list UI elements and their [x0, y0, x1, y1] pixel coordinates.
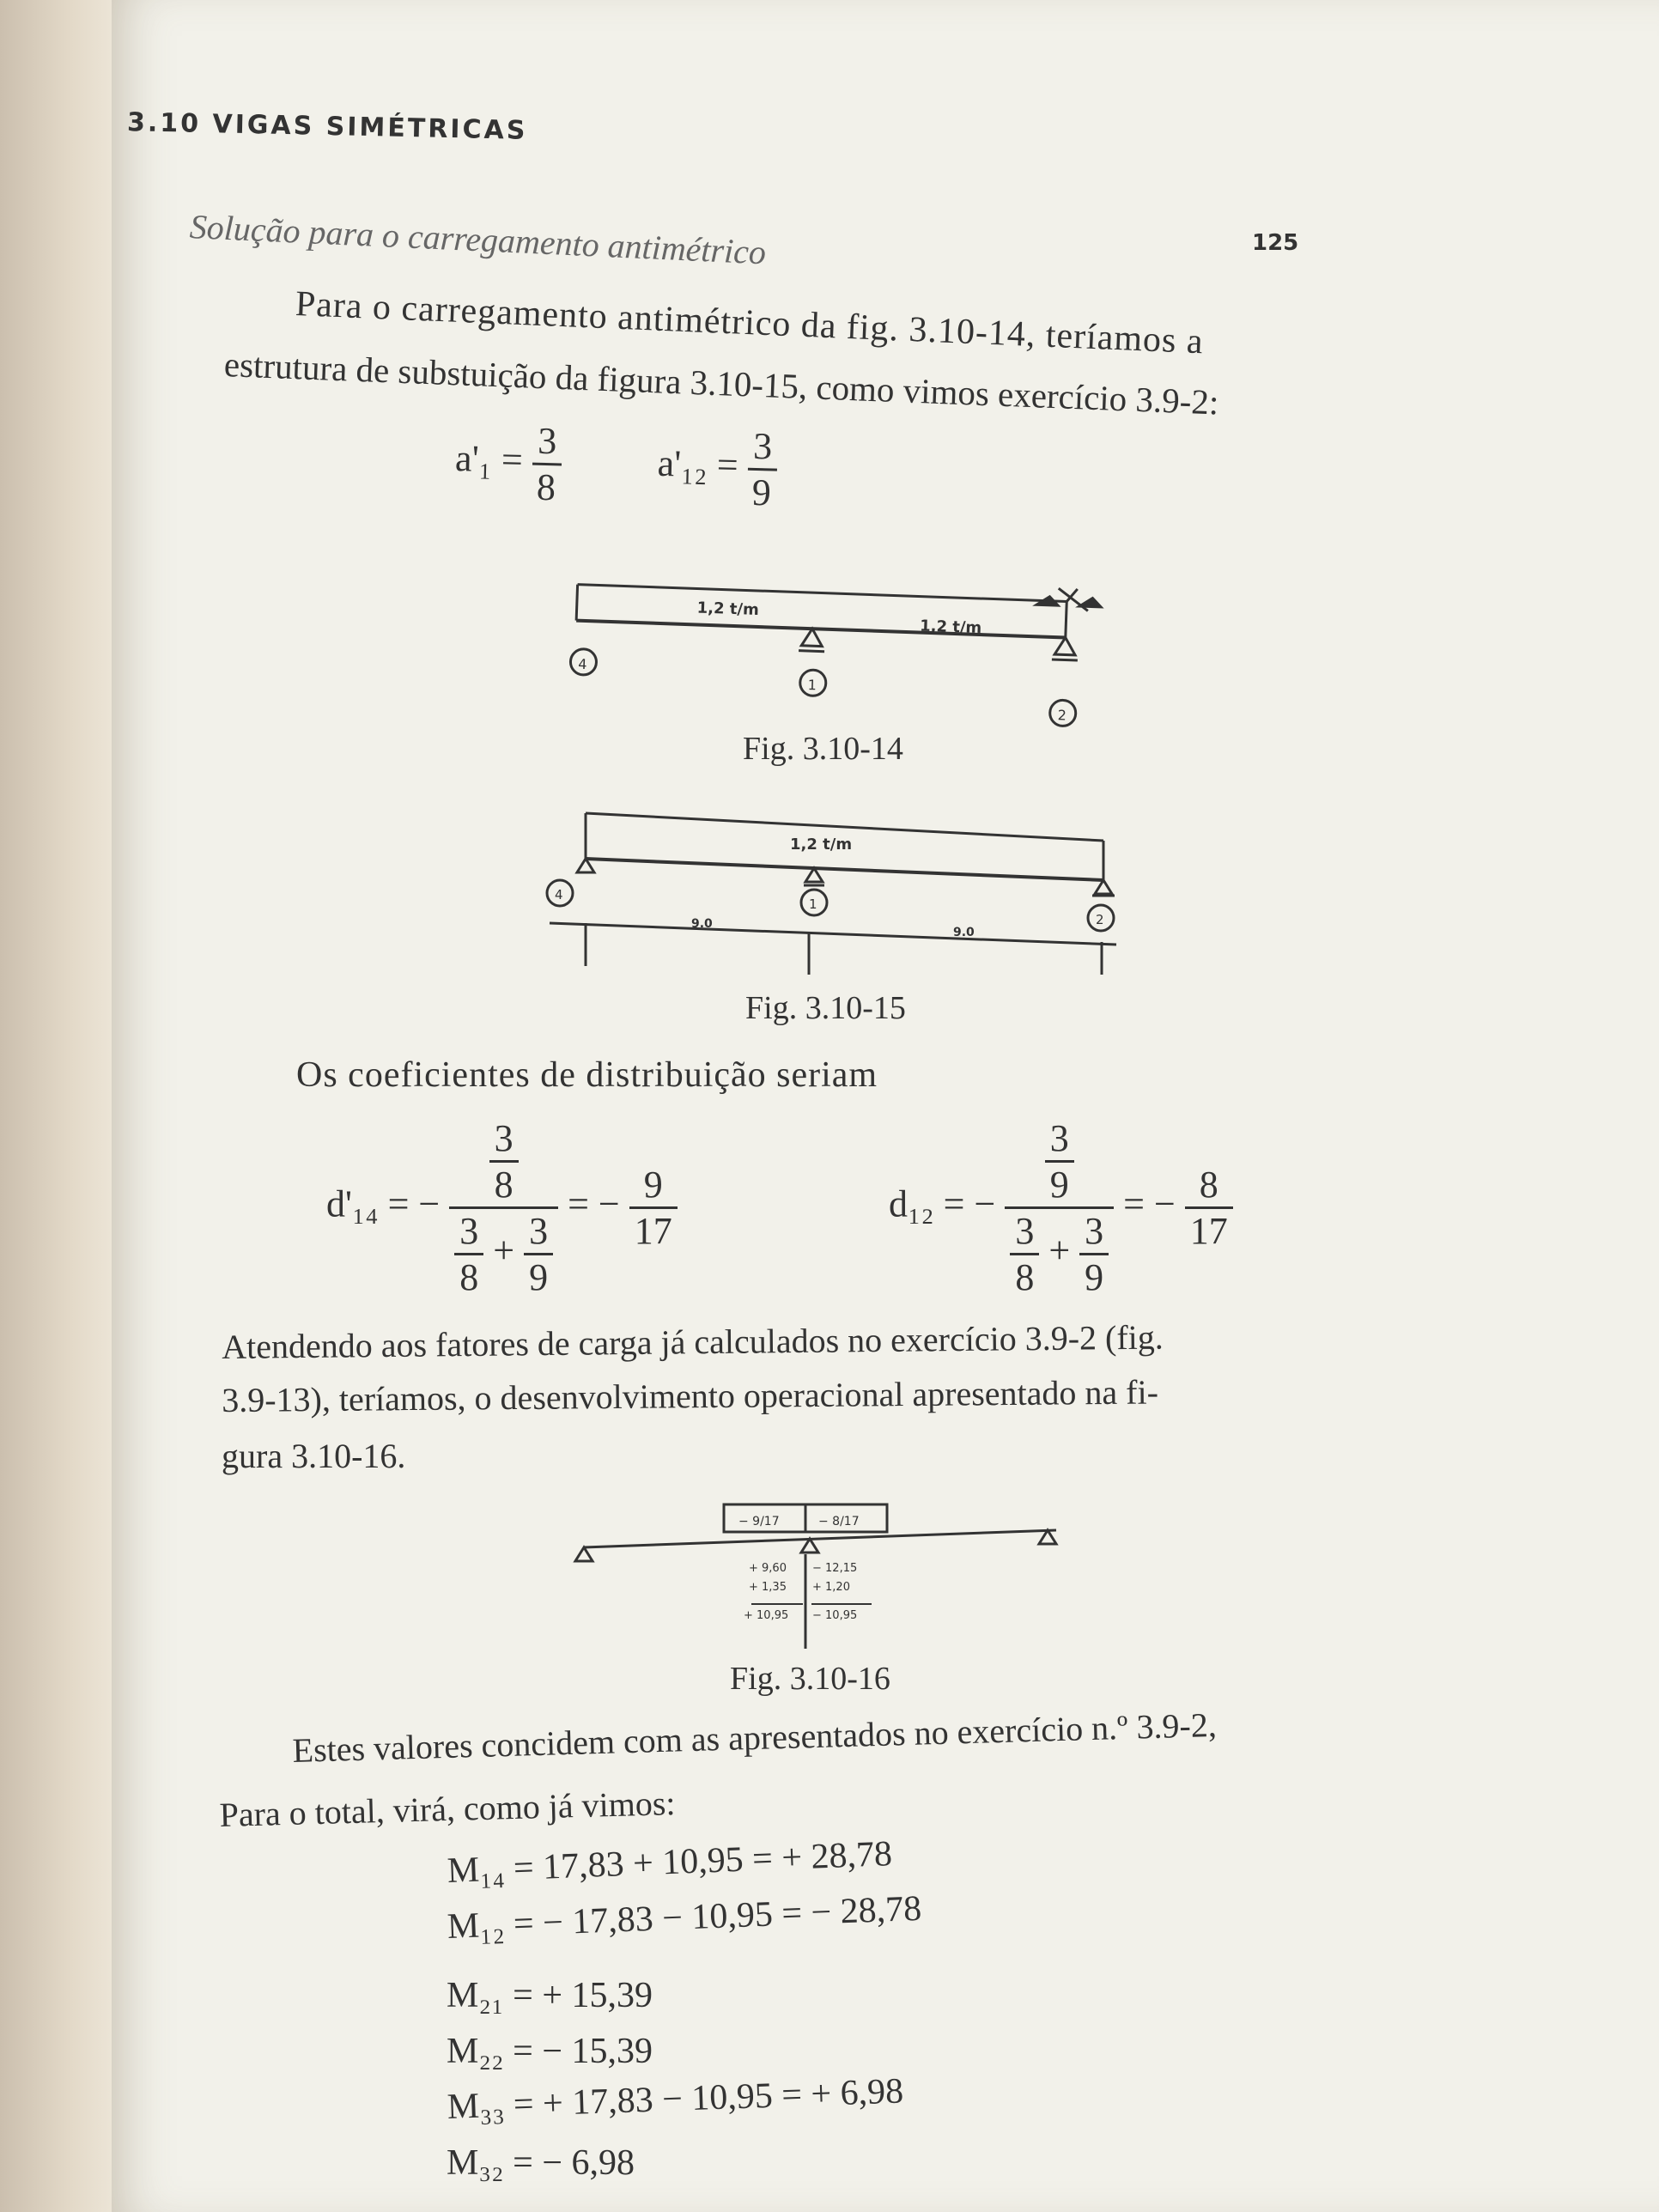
figure-caption: Fig. 3.10-14: [743, 731, 903, 767]
equation-term: d₁₂ = −: [889, 1182, 996, 1225]
moment-value: + 9,60: [749, 1562, 787, 1575]
node-label: 4: [555, 887, 563, 902]
paragraph-line: 3.9-13), teríamos, o desenvolvimento operacional apresentado na fi-: [222, 1372, 1159, 1419]
figure-caption: Fig. 3.10-15: [745, 990, 906, 1026]
coefficient-label: − 8/17: [818, 1515, 860, 1528]
paragraph-line: Estes valores concidem com as apresentados no exercício n.º 3.9-2,: [292, 1705, 1218, 1770]
figure-3-10-14: [550, 575, 1116, 738]
span-label: 9.0: [953, 926, 975, 939]
paragraph-line: Os coeficientes de distribuição seriam: [296, 1055, 878, 1095]
section-subtitle: Solução para o carregamento antimétrico: [188, 206, 768, 272]
fraction: $\frac{8}{17}$: [1185, 1163, 1233, 1253]
load-label: 1,2 t/m: [919, 617, 982, 638]
node-label: 1: [807, 677, 817, 694]
paragraph-line: Para o carregamento antimétrico da fig. 3.10-14, teríamos a: [295, 283, 1205, 362]
load-label: 1,2 t/m: [696, 599, 760, 620]
equation-a-coefficients: a'₁ = $\frac{3}{8}$ a'₁₂ = $\frac{3}{9}$: [454, 416, 778, 514]
equation-term: d'₁₄ = −: [326, 1182, 441, 1225]
moment-equation: M₃₂ = − 6,98: [447, 2143, 635, 2183]
node-label: 2: [1057, 707, 1067, 724]
moment-value: + 10,95: [744, 1609, 789, 1622]
moment-value: − 12,15: [812, 1562, 858, 1575]
compound-fraction: $\frac{3}{8}$ $\frac{3}{8}$ + $\frac{3}{9}$: [449, 1116, 558, 1299]
figure-3-10-16: [567, 1494, 1082, 1657]
node-label: 4: [578, 655, 587, 673]
book-spine-shadow: [0, 0, 129, 2212]
figure-3-10-15: [532, 803, 1133, 975]
page-number: 125: [1252, 230, 1299, 256]
moment-equation: M₂₂ = − 15,39: [447, 2032, 653, 2071]
moment-equation: M₁₄ = 17,83 + 10,95 = + 28,78: [447, 1834, 893, 1891]
paragraph-line: Para o total, virá, como já vimos:: [219, 1784, 677, 1834]
fraction: $\frac{3}{8}$: [531, 419, 562, 510]
moment-equation: M₃₃ = + 17,83 − 10,95 = + 6,98: [447, 2071, 904, 2127]
fraction: $\frac{3}{9}$: [746, 424, 778, 515]
moment-value: − 10,95: [812, 1609, 858, 1622]
coefficient-label: − 9/17: [738, 1515, 780, 1528]
running-header: 3.10 VIGAS SIMÉTRICAS: [126, 107, 528, 146]
equation-d12: d₁₂ = − $\frac{3}{9}$ $\frac{3}{8}$ + $\frac{3}{9}$ = − $\frac{8}{17}$: [889, 1116, 1233, 1299]
equation-d14: d'₁₄ = − $\frac{3}{8}$ $\frac{3}{8}$ + $\frac{3}{9}$ = − $\frac{9}{17}$: [326, 1116, 678, 1299]
node-label: 1: [809, 896, 817, 912]
compound-fraction: $\frac{3}{9}$ $\frac{3}{8}$ + $\frac{3}{9}$: [1005, 1116, 1114, 1299]
load-label: 1,2 t/m: [790, 836, 853, 854]
moment-equation: M₂₁ = + 15,39: [447, 1976, 653, 2015]
moment-equation: M₁₂ = − 17,83 − 10,95 = − 28,78: [447, 1888, 922, 1947]
equation-term: a'₁₂: [657, 441, 708, 486]
moment-value: + 1,20: [812, 1581, 850, 1594]
equation-term: a'₁: [454, 437, 493, 481]
paragraph-line: estrutura de substuição da figura 3.10-15, como vimos exercício 3.9-2:: [223, 343, 1220, 422]
paragraph-line: gura 3.10-16.: [222, 1437, 406, 1475]
paragraph-line: Atendendo aos fatores de carga já calculados no exercício 3.9-2 (fig.: [222, 1317, 1164, 1366]
figure-caption: Fig. 3.10-16: [730, 1661, 890, 1697]
fraction: $\frac{9}{17}$: [629, 1163, 678, 1253]
span-label: 9.0: [691, 917, 713, 931]
node-label: 2: [1096, 912, 1104, 927]
moment-value: + 1,35: [749, 1581, 787, 1594]
